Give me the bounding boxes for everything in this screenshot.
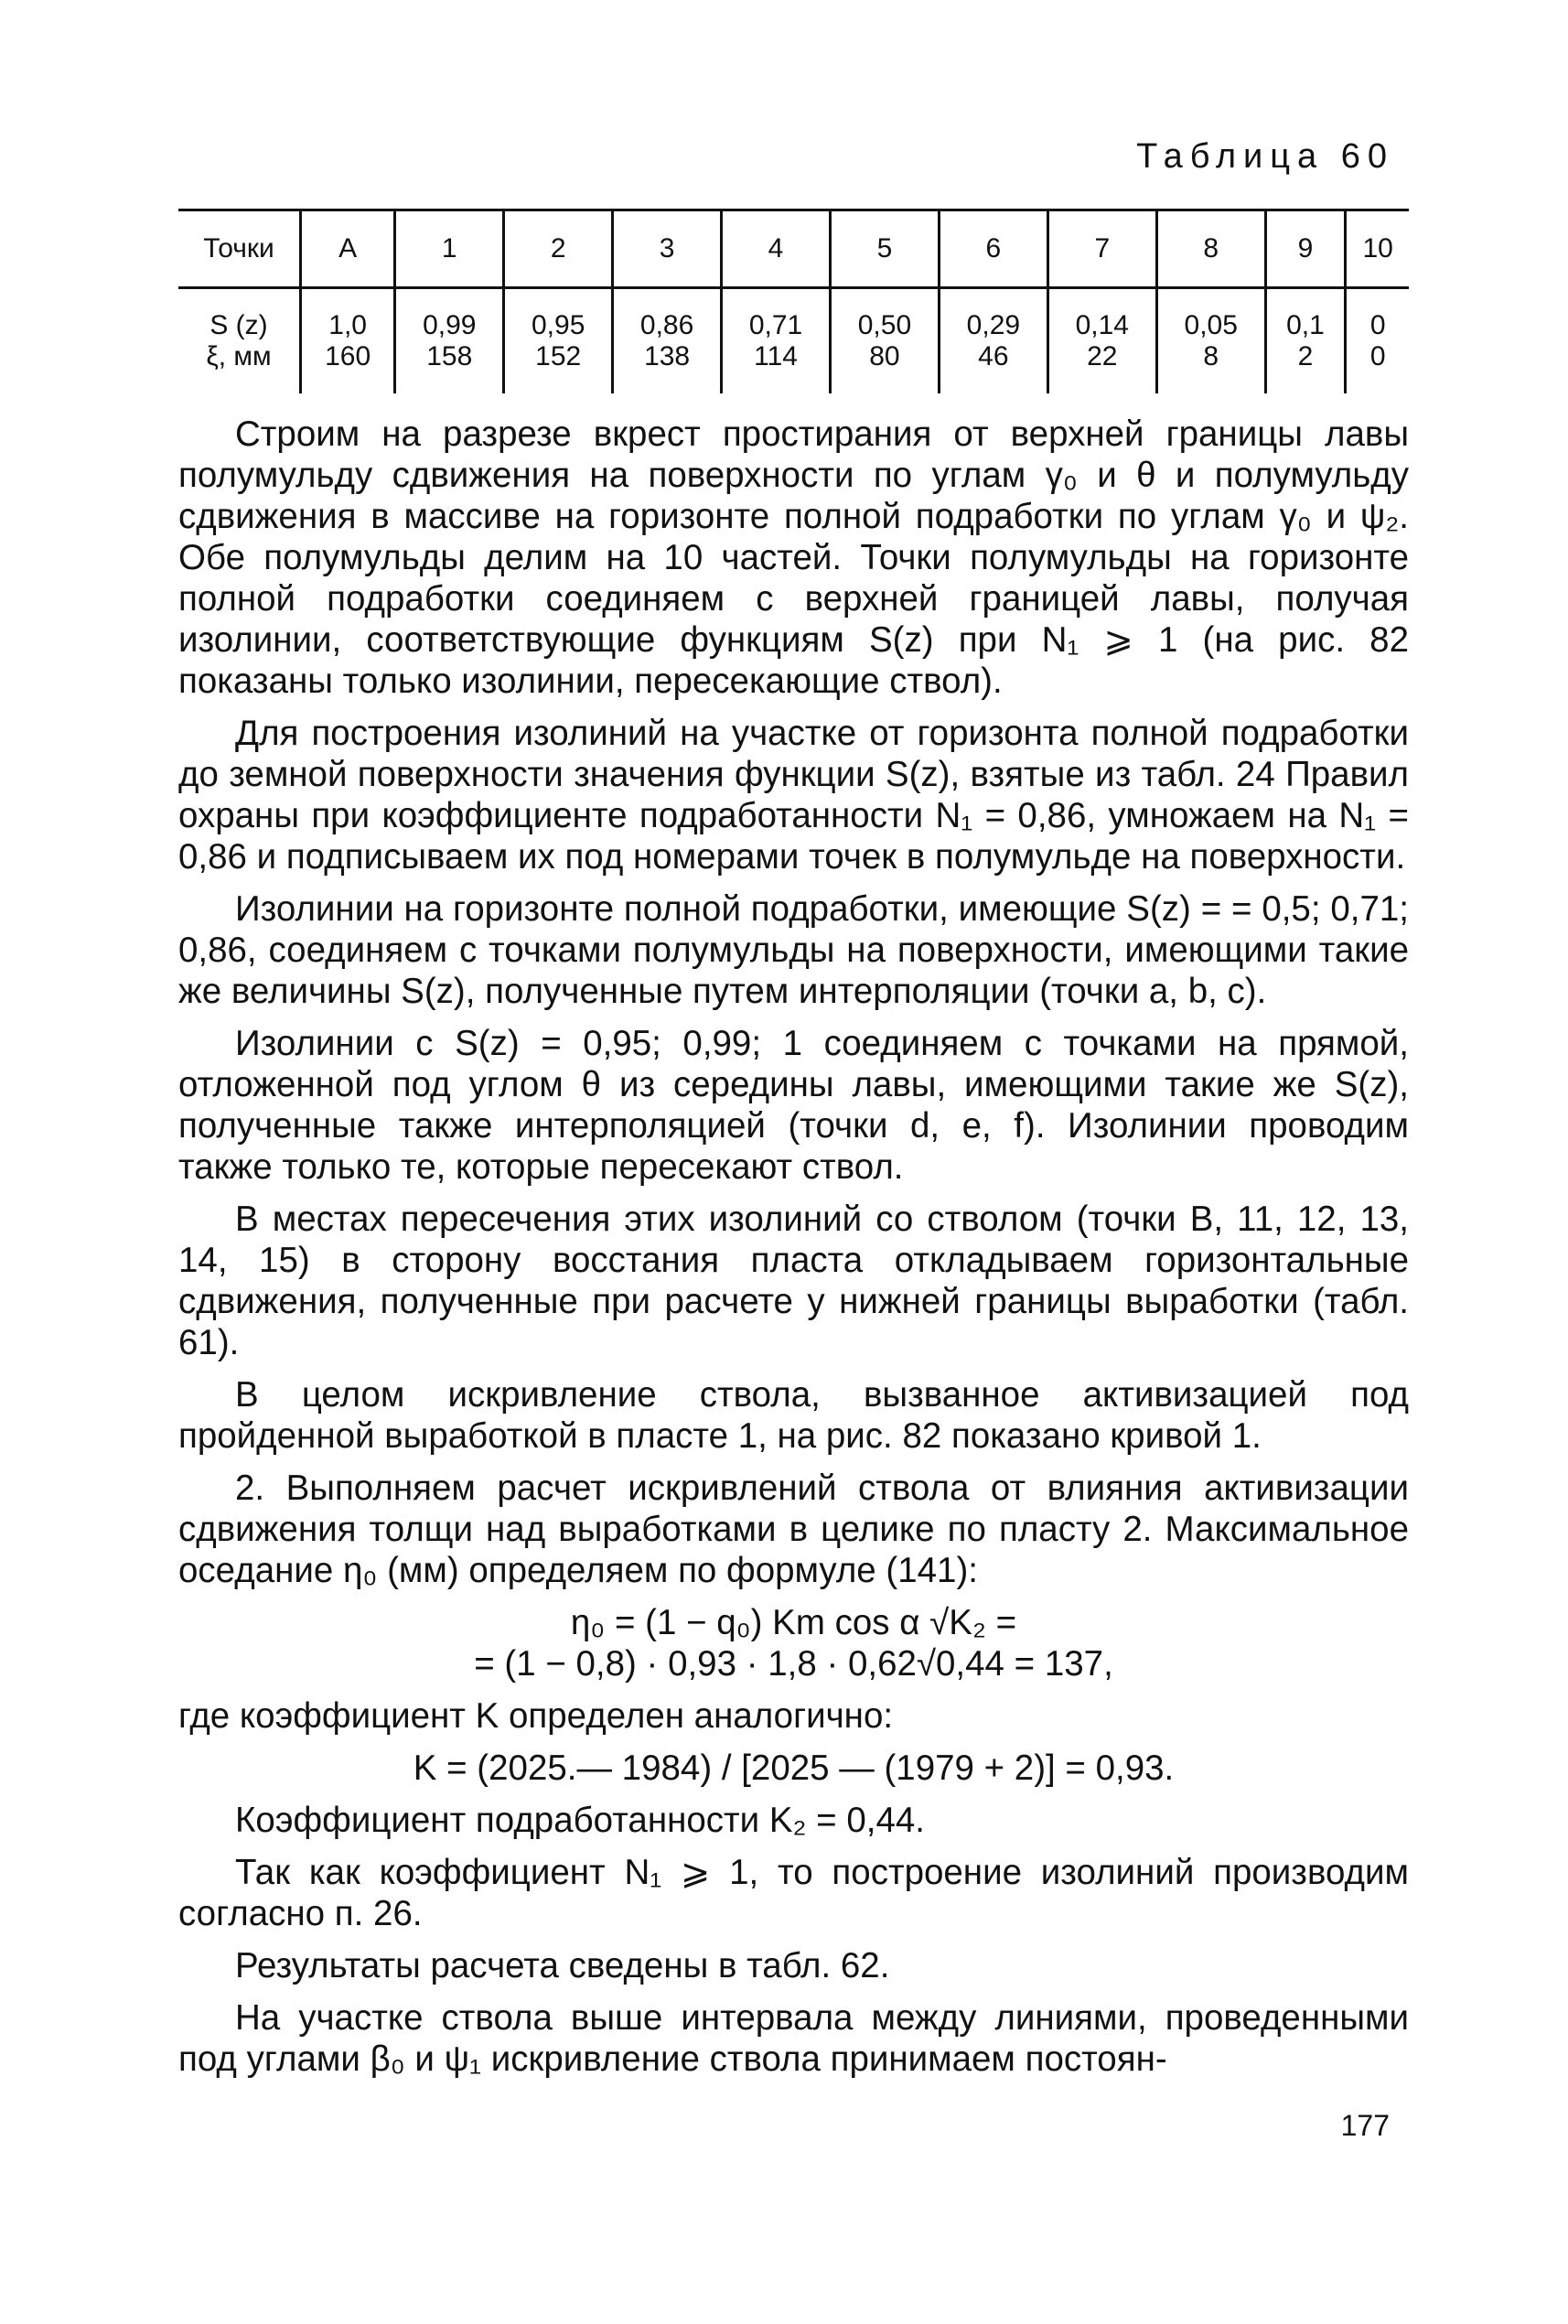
header-cell: 2 — [504, 210, 613, 288]
formula-eta-line-2: = (1 − 0,8) · 0,93 · 1,8 · 0,62√0,44 = 137, — [474, 1644, 1113, 1684]
header-cell: 9 — [1265, 210, 1346, 288]
table-header-row — [178, 210, 1409, 288]
paragraph: Результаты расчета сведены в табл. 62. — [235, 1946, 890, 1985]
xi-value: 46 — [978, 341, 1009, 371]
row-label-cell — [178, 288, 301, 394]
xi-value: 158 — [426, 341, 473, 371]
body-text — [178, 414, 1409, 2091]
header-cell: 4 — [722, 210, 831, 288]
formula-eta-line-1: η₀ = (1 − q₀) Km cos α √K₂ = — [570, 1603, 1017, 1642]
paragraph: В местах пересечения этих изолиний со стволом (точки В, 11, 12, 13, 14, 15) в сторону восстания пласта откладываем горизонтальные сдвижения, полученные при расчете у нижней границы выработки (табл. 61). — [178, 1200, 1409, 1362]
paragraph: Строим на разрезе вкрест простирания от верхней границы лавы полумульду сдвижения на поверхности по углам γ₀ и θ и полумульду сдвижения в массиве на горизонте полной подработки по углам γ₀ и ψ₂. Обе полумульды делим на 10 частей. Точки полумульды на горизонте полной подработки соединяем с верхней границей лавы, получая изолинии, соответствующие функциям S(z) при N₁ ⩾ 1 (на рис. 82 показаны только изолинии, пересекающие ствол). — [178, 414, 1409, 701]
header-cell: 6 — [939, 210, 1047, 288]
xi-value: 160 — [325, 341, 371, 371]
paragraph: Для построения изолиний на участке от горизонта полной подработки до земной поверхности значения функции S(z), взятые из табл. 24 Правил охраны при коэффициенте подработанности N₁ = 0,86, умножаем на N₁ = 0,86 и подписываем их под номерами точек в полумульде на поверхности. — [178, 714, 1409, 877]
xi-value: 8 — [1203, 341, 1219, 371]
table-cell — [1265, 288, 1346, 394]
header-cell: 8 — [1156, 210, 1265, 288]
row-label-xi: ξ, мм — [206, 341, 272, 371]
row-label-s: S (z) — [209, 310, 268, 340]
table-cell — [613, 288, 722, 394]
paragraph: Изолинии на горизонте полной подработки, имеющие S(z) = = 0,5; 0,71; 0,86, соединяем с точками полумульды на поверхности, имеющими такие же величины S(z), полученные путем интерполяции (точки a, b, c). — [178, 889, 1409, 1011]
table-cell — [1156, 288, 1265, 394]
s-value: 0,86 — [639, 310, 694, 340]
xi-value: 114 — [754, 341, 798, 371]
s-value: 0,1 — [1286, 310, 1325, 340]
xi-value: 80 — [869, 341, 900, 371]
s-value: 0,99 — [423, 310, 477, 340]
s-value: 0,71 — [748, 310, 803, 340]
data-table — [178, 209, 1409, 393]
paragraph: 2. Выполняем расчет искривлений ствола от влияния активизации сдвижения толщи над выработками в целике по пласту 2. Максимальное оседание η₀ (мм) определяем по формуле (141): — [178, 1469, 1409, 1590]
k-intro-text: где коэффициент K определен аналогично: — [178, 1696, 894, 1736]
s-value: 1,0 — [328, 310, 367, 340]
xi-value: 0 — [1369, 341, 1386, 371]
xi-value: 22 — [1087, 341, 1118, 371]
s-value: 0,50 — [857, 310, 912, 340]
header-cell: 3 — [613, 210, 722, 288]
paragraph: Коэффициент подработанности K₂ = 0,44. — [235, 1801, 925, 1840]
xi-value: 138 — [644, 341, 691, 371]
s-value: 0,14 — [1075, 310, 1129, 340]
table-caption: Таблица 60 — [1136, 137, 1394, 176]
xi-value: 2 — [1297, 341, 1314, 371]
s-value: 0,29 — [966, 310, 1021, 340]
header-cell: Точки — [178, 210, 301, 288]
paragraph: В целом искривление ствола, вызванное активизацией под пройденной выработкой в пласте 1, на рис. 82 показано кривой 1. — [178, 1375, 1409, 1456]
table-cell — [1346, 288, 1409, 394]
table-cell — [939, 288, 1047, 394]
table-cell — [722, 288, 831, 394]
header-cell: 10 — [1346, 210, 1409, 288]
s-value: 0 — [1369, 310, 1386, 340]
paragraph: Так как коэффициент N₁ ⩾ 1, то построение изолиний производим согласно п. 26. — [178, 1853, 1409, 1933]
paragraph: Изолинии с S(z) = 0,95; 0,99; 1 соединяем с точками на прямой, отложенной под углом θ из середины лавы, имеющими такие же S(z), полученные также интерполяцией (точки d, e, f). Изолинии проводим также только те, которые пересекают ствол. — [178, 1024, 1409, 1187]
formula-k: K = (2025.— 1984) / [2025 — (1979 + 2)] = 0,93. — [413, 1748, 1175, 1788]
paragraph: На участке ствола выше интервала между линиями, проведенными под углами β₀ и ψ₁ искривление ствола принимаем постоян- — [178, 1998, 1409, 2079]
header-cell: 7 — [1047, 210, 1156, 288]
table-cell — [1047, 288, 1156, 394]
table-cell — [301, 288, 395, 394]
xi-value: 152 — [535, 341, 582, 371]
table-cell — [395, 288, 504, 394]
table-data-row — [178, 288, 1409, 394]
header-cell: 5 — [830, 210, 939, 288]
s-value: 0,95 — [531, 310, 585, 340]
s-value: 0,05 — [1184, 310, 1238, 340]
header-cell: 1 — [395, 210, 504, 288]
header-cell: А — [301, 210, 395, 288]
table-cell — [830, 288, 939, 394]
table-cell — [504, 288, 613, 394]
page-number: 177 — [1340, 2109, 1390, 2142]
